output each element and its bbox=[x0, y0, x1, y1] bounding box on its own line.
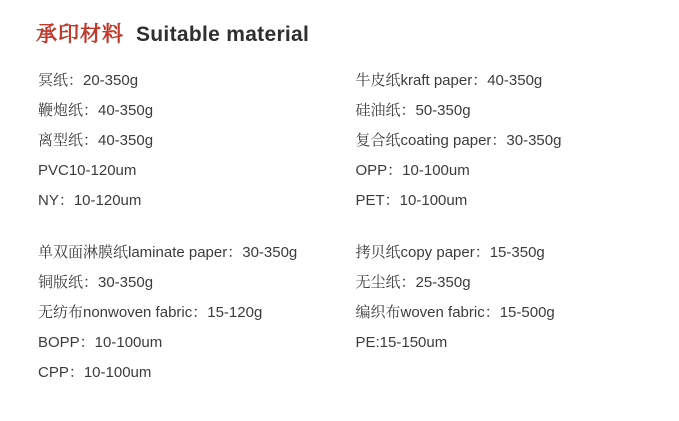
list-item: CPP：10-100um bbox=[38, 364, 152, 381]
list-item: 鞭炮纸：40-350g bbox=[38, 102, 154, 119]
list-item: 单双面淋膜纸laminate paper：30-350g bbox=[38, 244, 298, 261]
right-group-two bbox=[356, 238, 656, 358]
material-column-right bbox=[346, 66, 656, 388]
page-title-chinese: 承印材料 bbox=[36, 23, 124, 46]
list-item: 拷贝纸copy paper：15-350g bbox=[355, 244, 545, 261]
list-item: NY：10-120um bbox=[38, 192, 142, 209]
list-item: BOPP：10-100um bbox=[38, 334, 163, 351]
list-item: 牛皮纸kraft paper：40-350g bbox=[355, 72, 543, 89]
list-item: 编织布woven fabric：15-500g bbox=[355, 304, 555, 321]
left-group-two bbox=[38, 238, 346, 388]
list-item: 无纺布nonwoven fabric：15-120g bbox=[38, 304, 263, 321]
material-columns bbox=[36, 66, 655, 388]
list-item: PET：10-100um bbox=[355, 192, 468, 209]
list-item: OPP：10-100um bbox=[355, 162, 470, 179]
list-item: 无尘纸：25-350g bbox=[355, 274, 471, 291]
list-item: 铜版纸：30-350g bbox=[38, 274, 154, 291]
page-title bbox=[36, 18, 655, 48]
page-title-english: Suitable material bbox=[136, 23, 310, 46]
right-group-one bbox=[356, 66, 656, 216]
left-group-one bbox=[38, 66, 346, 216]
list-item: 复合纸coating paper：30-350g bbox=[355, 132, 562, 149]
list-item: PE:15-150um bbox=[355, 334, 448, 351]
list-item: PVC10-120um bbox=[38, 162, 137, 179]
list-item: 离型纸：40-350g bbox=[38, 132, 154, 149]
material-column-left bbox=[36, 66, 346, 388]
list-item: 冥纸：20-350g bbox=[38, 72, 139, 89]
list-item: 硅油纸：50-350g bbox=[355, 102, 471, 119]
